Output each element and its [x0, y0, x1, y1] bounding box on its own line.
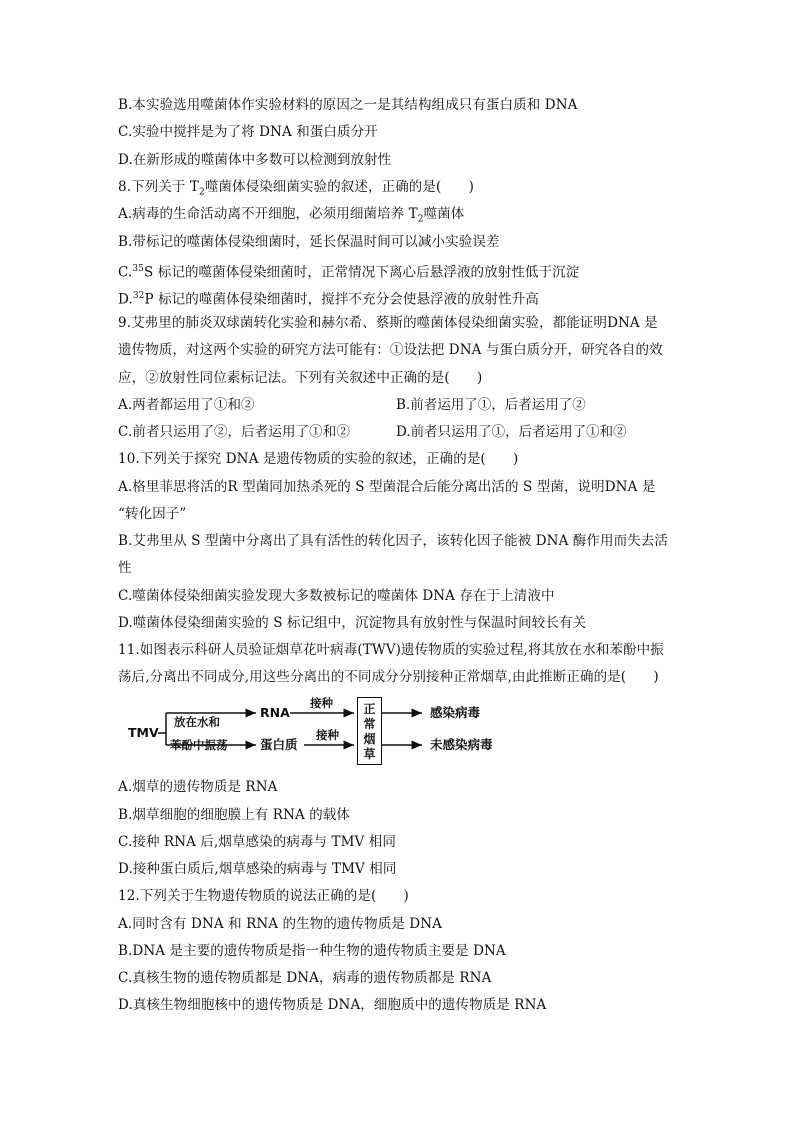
- q9-option-a: A.两者都运用了①和②: [118, 397, 255, 413]
- q11-option-a: A.烟草的遗传物质是 RNA: [118, 779, 278, 795]
- q11-stem-line2: 荡后,分离出不同成分,用这些分离出的不同成分分别接种正常烟草,由此推断正确的是( ): [118, 669, 659, 685]
- q10-option-b-line2: 性: [118, 560, 132, 576]
- tmv-label: TMV: [128, 725, 159, 740]
- q8-option-d: D.$^{32}$P 标记的噬菌体侵染细菌时，搅拌不充分会使悬浮液的放射性升高: [118, 291, 539, 308]
- rna-label: RNA: [260, 705, 290, 720]
- inoculate-label-bottom: 接种: [316, 728, 339, 742]
- q11-option-d: D.接种蛋白质后,烟草感染的病毒与 TMV 相同: [118, 861, 397, 877]
- inoculate-label-top: 接种: [310, 696, 333, 710]
- process-label-top: 放在水和: [174, 715, 220, 729]
- box-char: 常: [363, 717, 376, 731]
- q10-stem: 10.下列关于探究 DNA 是遗传物质的实验的叙述，正确的是( ): [118, 451, 519, 467]
- q11-option-b: B.烟草细胞的细胞膜上有 RNA 的载体: [118, 807, 351, 823]
- tmv-experiment-diagram: [118, 696, 538, 770]
- q9-stem-line1: 9.艾弗里的肺炎双球菌转化实验和赫尔希、蔡斯的噬菌体侵染细菌实验，都能证明DNA 是: [118, 315, 658, 331]
- q9-option-d: D.前者只运用了①，后者运用了①和②: [396, 424, 627, 440]
- q8-option-b: B.带标记的噬菌体侵染细菌时，延长保温时间可以减小实验误差: [118, 234, 500, 250]
- q7-option-c: C.实验中搅拌是为了将 DNA 和蛋白质分开: [118, 124, 378, 140]
- q12-option-d: D.真核生物细胞核中的遗传物质是 DNA，细胞质中的遗传物质是 RNA: [118, 997, 547, 1013]
- q10-option-d: D.噬菌体侵染细菌实验的 S 标记组中，沉淀物具有放射性与保温时间较长有关: [118, 615, 587, 631]
- q10-option-a-line2: “转化因子”: [118, 506, 187, 522]
- q9-option-c: C.前者只运用了②，后者运用了①和②: [118, 424, 350, 440]
- q12-option-a: A.同时含有 DNA 和 RNA 的生物的遗传物质是 DNA: [118, 916, 442, 932]
- q8-option-c: C.$^{35}$S 标记的噬菌体侵染细菌时，正常情况下离心后悬浮液的放射性低于沉淀: [118, 264, 580, 281]
- q8-stem: 8.下列关于 $T_2$噬菌体侵染细菌实验的叙述，正确的是( ): [118, 179, 474, 198]
- q12-option-b: B.DNA 是主要的遗传物质是指一种生物的遗传物质主要是 DNA: [118, 943, 506, 959]
- q9-stem-line2: 遗传物质，对这两个实验的研究方法可能有：①设法把 DNA 与蛋白质分开，研究各自的效: [118, 342, 663, 358]
- q9-stem-line3: 应，②放射性同位素标记法。下列有关叙述中正确的是( ): [118, 370, 483, 386]
- box-char: 草: [363, 747, 376, 761]
- q10-option-c: C.噬菌体侵染细菌实验发现大多数被标记的噬菌体 DNA 存在于上清液中: [118, 588, 555, 604]
- result-not-infected: 未感染病毒: [430, 737, 493, 752]
- q8-option-a: A.病毒的生命活动离不开细胞，必须用细菌培养 $T_2$噬菌体: [118, 206, 465, 225]
- q12-stem: 12.下列关于生物遗传物质的说法正确的是( ): [118, 888, 409, 904]
- q7-option-d: D.在新形成的噬菌体中多数可以检测到放射性: [118, 152, 392, 168]
- q11-stem-line1: 11.如图表示科研人员验证烟草花叶病毒(TWV)遗传物质的实验过程,将其放在水和苯酚中振: [118, 642, 664, 658]
- q11-option-c: C.接种 RNA 后,烟草感染的病毒与 TMV 相同: [118, 834, 396, 850]
- normal-tobacco-box: [357, 697, 382, 765]
- result-infected: 感染病毒: [430, 705, 481, 720]
- q10-option-a-line1: A.格里菲思将活的R 型菌同加热杀死的 S 型菌混合后能分离出活的 S 型菌，说明DNA 是: [118, 479, 656, 495]
- box-char: 烟: [363, 732, 376, 746]
- protein-label: 蛋白质: [260, 737, 298, 752]
- q10-option-b-line1: B.艾弗里从 S 型菌中分离出了具有活性的转化因子，该转化因子能被 DNA 酶作用而失去活: [118, 533, 669, 549]
- q7-option-b: B.本实验选用噬菌体作实验材料的原因之一是其结构组成只有蛋白质和 DNA: [118, 97, 578, 113]
- q9-option-b: B.前者运用了①，后者运用了②: [396, 397, 586, 413]
- box-char: 正: [363, 702, 376, 716]
- process-label-bottom: 苯酚中振荡: [170, 738, 228, 752]
- q12-option-c: C.真核生物的遗传物质都是 DNA，病毒的遗传物质都是 RNA: [118, 970, 492, 986]
